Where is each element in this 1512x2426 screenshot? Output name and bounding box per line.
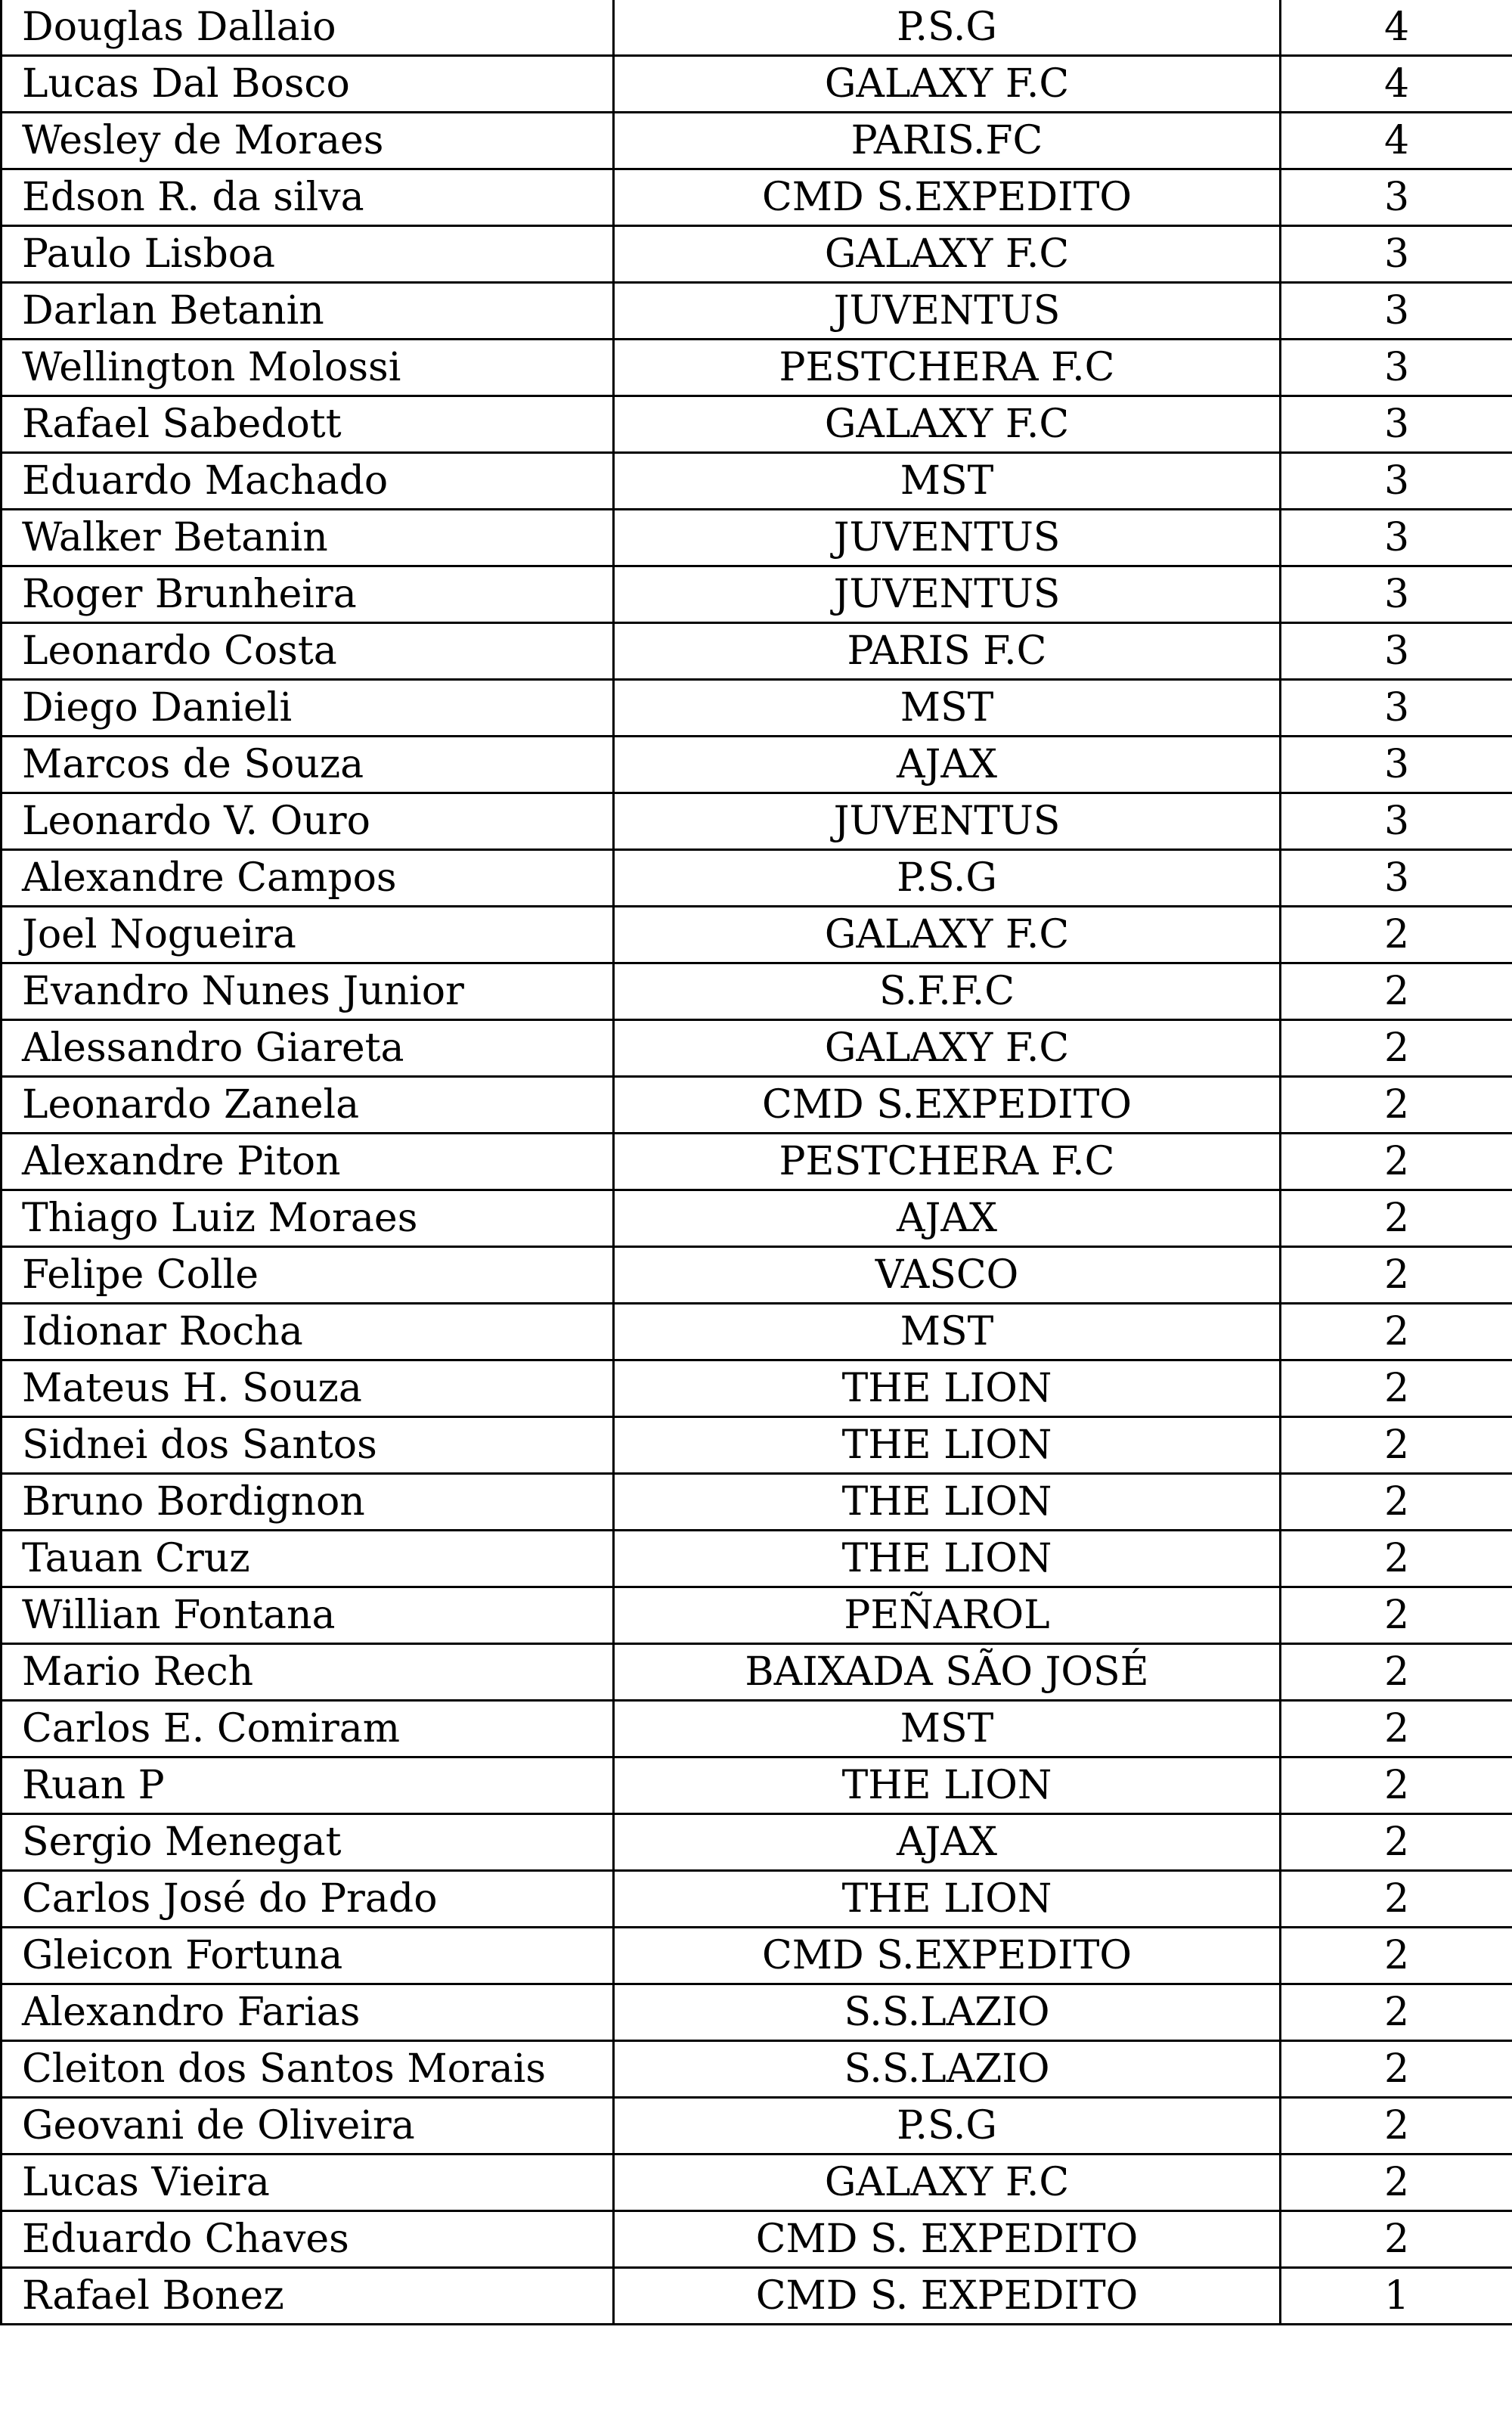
- table-row: [2, 453, 1512, 510]
- team-cell: CMD S. EXPEDITO: [614, 2268, 1281, 2325]
- goals-cell: 3: [1281, 283, 1512, 340]
- team-cell: GALAXY F.C: [614, 907, 1281, 963]
- player-name-cell: Darlan Betanin: [2, 283, 614, 340]
- goals-cell: 3: [1281, 453, 1512, 510]
- player-name-cell: Geovani de Oliveira: [2, 2098, 614, 2155]
- team-cell: THE LION: [614, 1417, 1281, 1474]
- player-name-cell: Eduardo Machado: [2, 453, 614, 510]
- table-row: [2, 1587, 1512, 1644]
- team-cell: JUVENTUS: [614, 793, 1281, 850]
- player-name-cell: Sidnei dos Santos: [2, 1417, 614, 1474]
- table-row: [2, 680, 1512, 737]
- team-cell: AJAX: [614, 1814, 1281, 1871]
- team-cell: MST: [614, 680, 1281, 737]
- player-name-cell: Marcos de Souza: [2, 737, 614, 793]
- team-cell: GALAXY F.C: [614, 226, 1281, 283]
- player-name-cell: Sergio Menegat: [2, 1814, 614, 1871]
- goals-cell: 2: [1281, 2098, 1512, 2155]
- table-row: [2, 1531, 1512, 1587]
- table-row: [2, 1190, 1512, 1247]
- goals-cell: 3: [1281, 566, 1512, 623]
- team-cell: AJAX: [614, 737, 1281, 793]
- player-name-cell: Joel Nogueira: [2, 907, 614, 963]
- table-row: [2, 1757, 1512, 1814]
- player-name-cell: Lucas Dal Bosco: [2, 56, 614, 113]
- table-row: [2, 850, 1512, 907]
- goals-cell: 3: [1281, 737, 1512, 793]
- player-name-cell: Willian Fontana: [2, 1587, 614, 1644]
- table-row: [2, 2268, 1512, 2325]
- player-name-cell: Douglas Dallaio: [2, 0, 614, 56]
- table-row: [2, 340, 1512, 396]
- player-name-cell: Leonardo Costa: [2, 623, 614, 680]
- team-cell: THE LION: [614, 1531, 1281, 1587]
- team-cell: PEÑAROL: [614, 1587, 1281, 1644]
- goals-cell: 2: [1281, 1020, 1512, 1077]
- player-name-cell: Lucas Vieira: [2, 2155, 614, 2211]
- goals-cell: 2: [1281, 1871, 1512, 1928]
- player-name-cell: Edson R. da silva: [2, 169, 614, 226]
- table-row: [2, 1020, 1512, 1077]
- player-name-cell: Carlos E. Comiram: [2, 1701, 614, 1757]
- team-cell: S.S.LAZIO: [614, 1984, 1281, 2041]
- team-cell: MST: [614, 1701, 1281, 1757]
- goals-cell: 2: [1281, 2155, 1512, 2211]
- goals-cell: 4: [1281, 0, 1512, 56]
- player-name-cell: Paulo Lisboa: [2, 226, 614, 283]
- table-row: [2, 169, 1512, 226]
- player-name-cell: Rafael Bonez: [2, 2268, 614, 2325]
- team-cell: THE LION: [614, 1871, 1281, 1928]
- team-cell: THE LION: [614, 1360, 1281, 1417]
- team-cell: P.S.G: [614, 850, 1281, 907]
- team-cell: S.S.LAZIO: [614, 2041, 1281, 2098]
- team-cell: THE LION: [614, 1474, 1281, 1531]
- player-name-cell: Idionar Rocha: [2, 1304, 614, 1360]
- team-cell: JUVENTUS: [614, 510, 1281, 566]
- table-row: [2, 226, 1512, 283]
- goals-cell: 2: [1281, 1587, 1512, 1644]
- team-cell: JUVENTUS: [614, 283, 1281, 340]
- team-cell: VASCO: [614, 1247, 1281, 1304]
- goals-cell: 2: [1281, 1531, 1512, 1587]
- player-name-cell: Carlos José do Prado: [2, 1871, 614, 1928]
- player-name-cell: Alessandro Giareta: [2, 1020, 614, 1077]
- player-name-cell: Leonardo V. Ouro: [2, 793, 614, 850]
- team-cell: AJAX: [614, 1190, 1281, 1247]
- goals-cell: 2: [1281, 1134, 1512, 1190]
- goals-cell: 2: [1281, 1417, 1512, 1474]
- goals-cell: 3: [1281, 340, 1512, 396]
- goals-cell: 3: [1281, 793, 1512, 850]
- goals-cell: 2: [1281, 1360, 1512, 1417]
- table-row: [2, 907, 1512, 963]
- table-row: [2, 2041, 1512, 2098]
- player-name-cell: Evandro Nunes Junior: [2, 963, 614, 1020]
- player-name-cell: Mateus H. Souza: [2, 1360, 614, 1417]
- table-row: [2, 737, 1512, 793]
- goals-cell: 3: [1281, 623, 1512, 680]
- table-row: [2, 2211, 1512, 2268]
- table-row: [2, 623, 1512, 680]
- goals-cell: 2: [1281, 1928, 1512, 1984]
- team-cell: GALAXY F.C: [614, 2155, 1281, 2211]
- player-name-cell: Tauan Cruz: [2, 1531, 614, 1587]
- table-row: [2, 0, 1512, 56]
- table-row: [2, 283, 1512, 340]
- player-name-cell: Alexandro Farias: [2, 1984, 614, 2041]
- team-cell: GALAXY F.C: [614, 1020, 1281, 1077]
- team-cell: BAIXADA SÃO JOSÉ: [614, 1644, 1281, 1701]
- table-row: [2, 1134, 1512, 1190]
- table-row: [2, 1644, 1512, 1701]
- team-cell: P.S.G: [614, 2098, 1281, 2155]
- team-cell: GALAXY F.C: [614, 56, 1281, 113]
- player-name-cell: Felipe Colle: [2, 1247, 614, 1304]
- player-name-cell: Leonardo Zanela: [2, 1077, 614, 1134]
- player-name-cell: Alexandre Piton: [2, 1134, 614, 1190]
- table-row: [2, 1304, 1512, 1360]
- goals-cell: 3: [1281, 226, 1512, 283]
- team-cell: MST: [614, 453, 1281, 510]
- goals-cell: 2: [1281, 963, 1512, 1020]
- goals-cell: 3: [1281, 680, 1512, 737]
- player-name-cell: Gleicon Fortuna: [2, 1928, 614, 1984]
- goals-cell: 3: [1281, 169, 1512, 226]
- goals-cell: 2: [1281, 2041, 1512, 2098]
- goals-cell: 2: [1281, 1474, 1512, 1531]
- table-row: [2, 396, 1512, 453]
- player-name-cell: Mario Rech: [2, 1644, 614, 1701]
- player-name-cell: Wellington Molossi: [2, 340, 614, 396]
- table-row: [2, 1474, 1512, 1531]
- table-row: [2, 1871, 1512, 1928]
- goals-cell: 2: [1281, 1814, 1512, 1871]
- player-name-cell: Thiago Luiz Moraes: [2, 1190, 614, 1247]
- table-row: [2, 963, 1512, 1020]
- table-row: [2, 2155, 1512, 2211]
- team-cell: S.F.F.C: [614, 963, 1281, 1020]
- table-row: [2, 793, 1512, 850]
- table-row: [2, 113, 1512, 169]
- player-name-cell: Diego Danieli: [2, 680, 614, 737]
- goals-cell: 4: [1281, 56, 1512, 113]
- player-name-cell: Roger Brunheira: [2, 566, 614, 623]
- table-row: [2, 1360, 1512, 1417]
- table-row: [2, 1417, 1512, 1474]
- player-name-cell: Walker Betanin: [2, 510, 614, 566]
- team-cell: MST: [614, 1304, 1281, 1360]
- goals-cell: 2: [1281, 1304, 1512, 1360]
- goals-cell: 2: [1281, 2211, 1512, 2268]
- goals-cell: 4: [1281, 113, 1512, 169]
- player-name-cell: Cleiton dos Santos Morais: [2, 2041, 614, 2098]
- player-name-cell: Bruno Bordignon: [2, 1474, 614, 1531]
- table-row: [2, 56, 1512, 113]
- table-row: [2, 510, 1512, 566]
- table-row: [2, 1814, 1512, 1871]
- team-cell: CMD S.EXPEDITO: [614, 1928, 1281, 1984]
- scorers-table-body: [2, 0, 1512, 2325]
- goals-cell: 2: [1281, 1701, 1512, 1757]
- table-row: [2, 1984, 1512, 2041]
- team-cell: GALAXY F.C: [614, 396, 1281, 453]
- team-cell: CMD S.EXPEDITO: [614, 169, 1281, 226]
- team-cell: PESTCHERA F.C: [614, 340, 1281, 396]
- team-cell: PARIS.FC: [614, 113, 1281, 169]
- goals-cell: 1: [1281, 2268, 1512, 2325]
- goals-cell: 2: [1281, 1247, 1512, 1304]
- player-name-cell: Wesley de Moraes: [2, 113, 614, 169]
- table-row: [2, 1701, 1512, 1757]
- table-row: [2, 2098, 1512, 2155]
- table-row: [2, 1928, 1512, 1984]
- team-cell: CMD S.EXPEDITO: [614, 1077, 1281, 1134]
- table-row: [2, 566, 1512, 623]
- player-name-cell: Alexandre Campos: [2, 850, 614, 907]
- goals-cell: 3: [1281, 396, 1512, 453]
- player-name-cell: Eduardo Chaves: [2, 2211, 614, 2268]
- goals-cell: 2: [1281, 1077, 1512, 1134]
- team-cell: P.S.G: [614, 0, 1281, 56]
- goals-cell: 3: [1281, 510, 1512, 566]
- team-cell: PESTCHERA F.C: [614, 1134, 1281, 1190]
- goals-cell: 2: [1281, 1190, 1512, 1247]
- table-row: [2, 1077, 1512, 1134]
- player-name-cell: Ruan P: [2, 1757, 614, 1814]
- team-cell: JUVENTUS: [614, 566, 1281, 623]
- team-cell: THE LION: [614, 1757, 1281, 1814]
- table-row: [2, 1247, 1512, 1304]
- goals-cell: 2: [1281, 1757, 1512, 1814]
- goals-cell: 2: [1281, 1984, 1512, 2041]
- player-name-cell: Rafael Sabedott: [2, 396, 614, 453]
- team-cell: CMD S. EXPEDITO: [614, 2211, 1281, 2268]
- goals-cell: 2: [1281, 1644, 1512, 1701]
- team-cell: PARIS F.C: [614, 623, 1281, 680]
- goals-cell: 2: [1281, 907, 1512, 963]
- goals-cell: 3: [1281, 850, 1512, 907]
